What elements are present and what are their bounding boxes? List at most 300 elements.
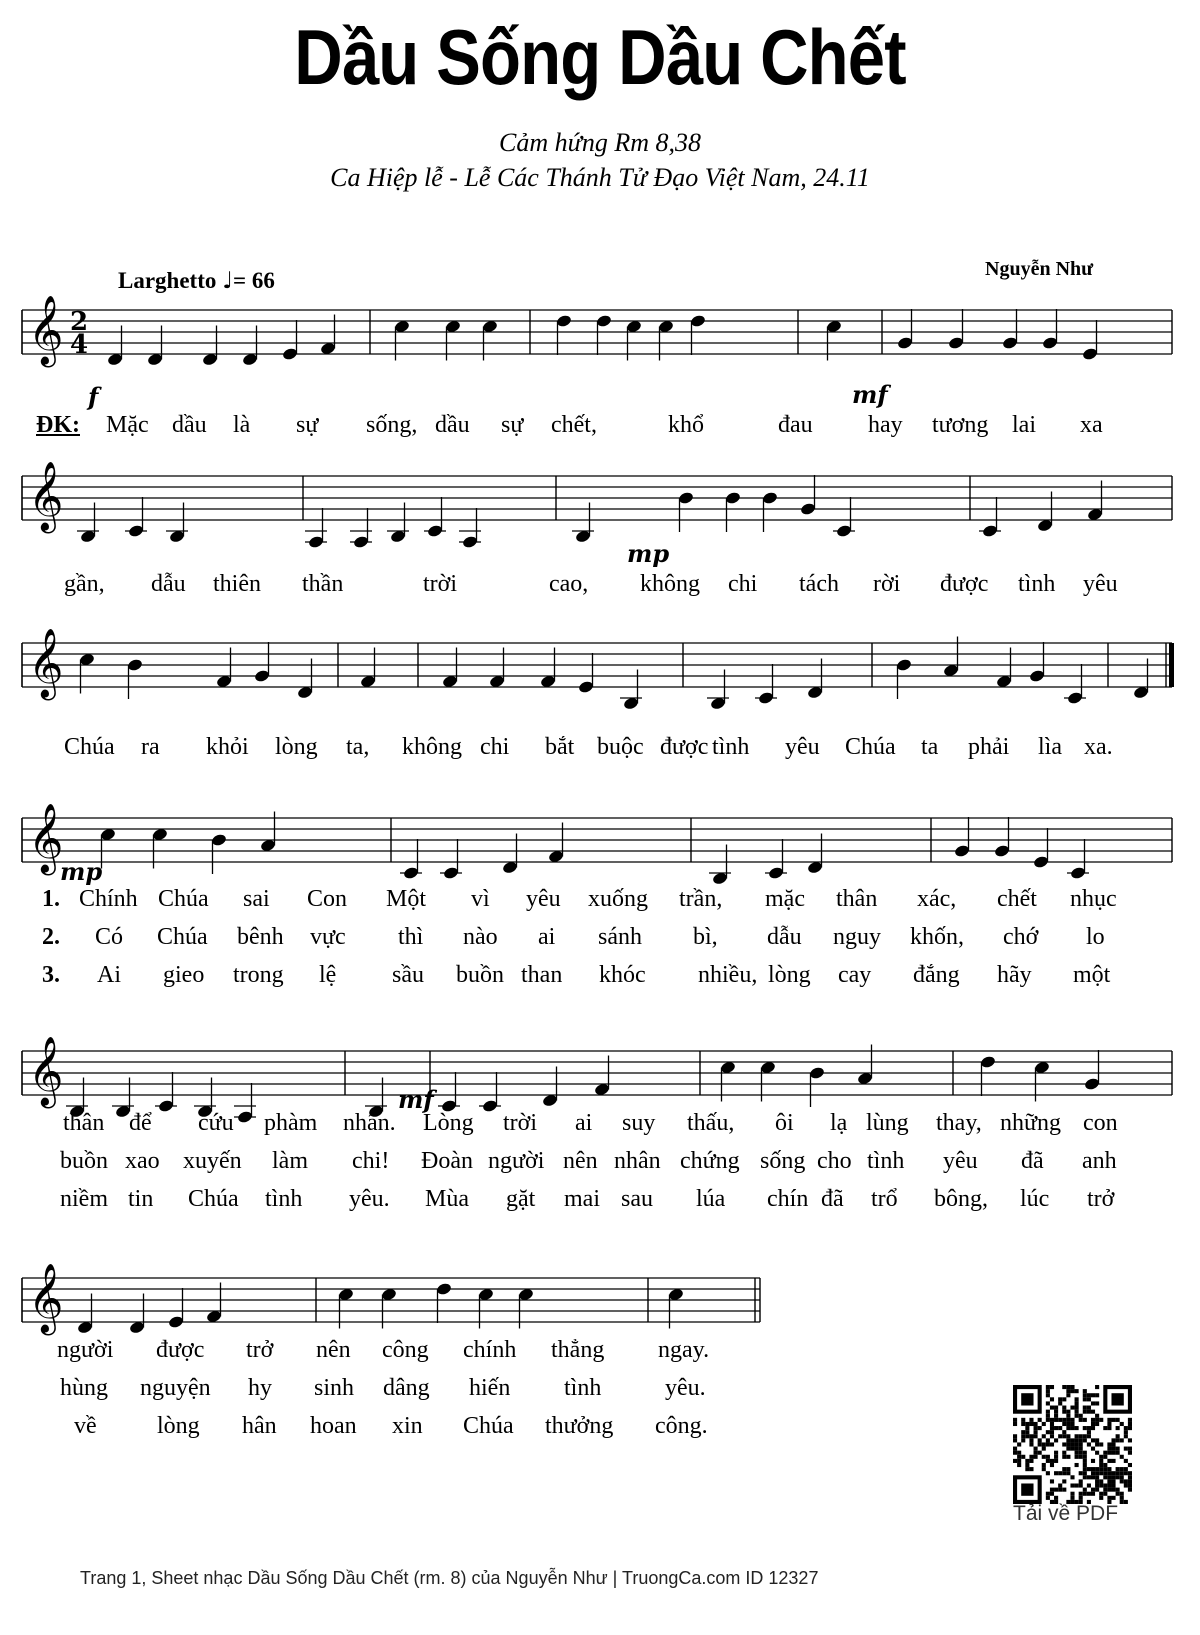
- qr-module: [1099, 1459, 1103, 1463]
- qr-module: [1091, 1410, 1095, 1414]
- qr-module: [1128, 1463, 1132, 1467]
- lyric-syllable: sinh: [314, 1375, 355, 1401]
- qr-module: [1103, 1483, 1107, 1487]
- lyric-syllable: trời: [503, 1110, 538, 1136]
- qr-module: [1017, 1463, 1021, 1467]
- qr-module: [1079, 1479, 1083, 1483]
- qr-module: [1079, 1471, 1083, 1475]
- note-head: [211, 833, 228, 847]
- lyric-syllable: lai: [1012, 412, 1036, 438]
- lyric-syllable: lìa: [1038, 734, 1062, 760]
- lyric-syllable: đã: [821, 1186, 844, 1212]
- lyric-syllable: người: [488, 1148, 545, 1174]
- qr-module: [1075, 1414, 1079, 1418]
- note-head: [1033, 855, 1050, 869]
- lyric-syllable: trần,: [679, 886, 723, 912]
- qr-module: [1066, 1389, 1070, 1393]
- qr-module: [1029, 1455, 1033, 1459]
- qr-module: [1066, 1393, 1070, 1397]
- qr-module: [1066, 1385, 1070, 1389]
- lyric-syllable: cứu: [198, 1110, 234, 1136]
- lyric-syllable: Đoàn: [421, 1148, 473, 1174]
- lyric-syllable: con: [1083, 1110, 1118, 1136]
- note-head: [1084, 1077, 1101, 1091]
- lyric-syllable: sau: [621, 1186, 653, 1212]
- qr-module: [1091, 1471, 1095, 1475]
- lyric-syllable: sầu: [392, 962, 424, 988]
- qr-module: [1054, 1455, 1058, 1459]
- qr-module: [1107, 1422, 1111, 1426]
- qr-module: [1025, 1422, 1029, 1426]
- qr-module: [1075, 1447, 1079, 1451]
- note-head: [556, 314, 573, 328]
- qr-module: [1095, 1467, 1099, 1471]
- qr-module: [1058, 1397, 1062, 1401]
- qr-module: [1017, 1459, 1021, 1463]
- qr-module: [1046, 1393, 1050, 1397]
- notes-system-1: [107, 309, 1099, 367]
- qr-module: [1099, 1479, 1103, 1483]
- qr-module: [1099, 1471, 1103, 1475]
- qr-module: [1120, 1496, 1124, 1500]
- lyric-syllable: phàm: [264, 1110, 318, 1136]
- treble-clef-icon: 𝄞: [28, 1036, 64, 1106]
- note-head: [954, 844, 971, 858]
- qr-module: [1083, 1488, 1087, 1492]
- qr-module: [1046, 1442, 1050, 1446]
- qr-module: [1107, 1451, 1111, 1455]
- qr-module: [1054, 1418, 1058, 1422]
- note-head: [896, 658, 913, 672]
- qr-module: [1021, 1438, 1025, 1442]
- lyric-syllable: yêu.: [665, 1375, 706, 1401]
- qr-module: [1046, 1471, 1050, 1475]
- qr-module: [1111, 1459, 1115, 1463]
- notes-system-2: [77, 475, 1103, 549]
- qr-module: [1034, 1434, 1038, 1438]
- dynamic-marking: mf: [398, 1085, 434, 1114]
- qr-module: [1107, 1442, 1111, 1446]
- qr-module: [1029, 1459, 1033, 1463]
- lyric-syllable: xuống: [588, 886, 648, 912]
- qr-module: [1079, 1442, 1083, 1446]
- note-head: [1029, 669, 1046, 683]
- qr-module: [1087, 1426, 1091, 1430]
- qr-module: [1111, 1418, 1115, 1422]
- lyric-syllable: trổ: [871, 1186, 898, 1212]
- qr-module: [1124, 1483, 1128, 1487]
- qr-module: [1128, 1483, 1132, 1487]
- qr-code-icon[interactable]: [1013, 1385, 1132, 1504]
- qr-module: [1103, 1451, 1107, 1455]
- qr-module: [1070, 1492, 1074, 1496]
- qr-module: [1075, 1438, 1079, 1442]
- download-pdf-link[interactable]: Tải về PDF: [1013, 1502, 1119, 1525]
- lyric-syllable: rời: [873, 571, 901, 597]
- qr-module: [1083, 1471, 1087, 1475]
- qr-module: [1066, 1418, 1070, 1422]
- qr-module: [1107, 1447, 1111, 1451]
- qr-module: [1124, 1471, 1128, 1475]
- qr-module: [1099, 1442, 1103, 1446]
- qr-module: [1062, 1418, 1066, 1422]
- qr-module: [1013, 1418, 1017, 1422]
- qr-module: [1029, 1438, 1033, 1442]
- qr-module: [1111, 1438, 1115, 1442]
- qr-module: [1058, 1483, 1062, 1487]
- qr-module: [1107, 1479, 1111, 1483]
- qr-module: [1062, 1488, 1066, 1492]
- lyric-syllable: sự: [501, 412, 524, 438]
- note-head: [1042, 336, 1059, 350]
- qr-module: [1087, 1397, 1091, 1401]
- lyric-syllable: ngay.: [658, 1337, 710, 1363]
- qr-module: [1091, 1422, 1095, 1426]
- qr-module: [1120, 1475, 1124, 1479]
- lyric-syllable: yêu: [526, 886, 561, 912]
- lyric-syllable: ôi: [775, 1110, 794, 1136]
- qr-module: [1095, 1488, 1099, 1492]
- note-head: [725, 491, 742, 505]
- qr-module: [1046, 1496, 1050, 1500]
- qr-module: [1034, 1455, 1038, 1459]
- qr-module: [1042, 1442, 1046, 1446]
- qr-module: [1025, 1430, 1029, 1434]
- qr-module: [1087, 1483, 1091, 1487]
- lyric-syllable: thì: [398, 924, 424, 950]
- qr-module: [1050, 1406, 1054, 1410]
- lyric-syllable: trở: [1087, 1186, 1115, 1212]
- qr-module: [1087, 1393, 1091, 1397]
- song-title: Dầu Sống Dầu Chết: [294, 13, 906, 101]
- qr-module: [1087, 1467, 1091, 1471]
- qr-module: [1062, 1406, 1066, 1410]
- note-head: [1002, 336, 1019, 350]
- qr-module: [1091, 1426, 1095, 1430]
- qr-module: [1120, 1455, 1124, 1459]
- qr-module: [1095, 1418, 1099, 1422]
- lyric-syllable: dầu: [435, 412, 470, 438]
- qr-module: [1095, 1414, 1099, 1418]
- qr-module: [1050, 1434, 1054, 1438]
- qr-module: [1083, 1455, 1087, 1459]
- qr-module: [1034, 1426, 1038, 1430]
- lyric-syllable: thưởng: [545, 1413, 614, 1439]
- lyric-syllable: buồn: [456, 962, 504, 988]
- lyric-syllable: được: [660, 734, 709, 760]
- qr-module: [1111, 1442, 1115, 1446]
- qr-module: [1070, 1389, 1074, 1393]
- qr-module: [1075, 1455, 1079, 1459]
- lyric-syllable: người: [57, 1337, 114, 1363]
- subtitle-occasion: Ca Hiệp lễ - Lễ Các Thánh Tử Đạo Việt Nam, 24.11: [330, 163, 870, 192]
- qr-module: [1054, 1459, 1058, 1463]
- qr-module: [1054, 1426, 1058, 1430]
- qr-module: [1120, 1467, 1124, 1471]
- qr-module: [1124, 1467, 1128, 1471]
- lyric-syllable: không: [640, 571, 700, 597]
- lyric-syllable: cay: [838, 962, 872, 988]
- lyric-syllable: Ai: [97, 962, 121, 988]
- qr-module: [1083, 1438, 1087, 1442]
- qr-module: [1050, 1385, 1054, 1389]
- qr-module: [1058, 1434, 1062, 1438]
- qr-module: [1079, 1434, 1083, 1438]
- qr-module: [1083, 1467, 1087, 1471]
- qr-module: [1062, 1434, 1066, 1438]
- qr-module: [1058, 1401, 1062, 1405]
- qr-module: [1050, 1492, 1054, 1496]
- lyric-syllable: hân: [242, 1413, 277, 1439]
- qr-module: [1029, 1422, 1033, 1426]
- qr-module: [1013, 1459, 1017, 1463]
- qr-finder-core: [1021, 1393, 1033, 1405]
- qr-module: [1058, 1471, 1062, 1475]
- qr-module: [1075, 1442, 1079, 1446]
- treble-clef-icon: 𝄞: [28, 628, 64, 698]
- lyric-syllable: hy: [248, 1375, 272, 1401]
- note-head: [578, 680, 595, 694]
- qr-module: [1038, 1451, 1042, 1455]
- lyric-syllable: tình: [1018, 571, 1056, 597]
- qr-module: [1116, 1426, 1120, 1430]
- lyric-syllable: vì: [471, 886, 490, 912]
- qr-module: [1046, 1438, 1050, 1442]
- qr-module: [1095, 1471, 1099, 1475]
- qr-module: [1087, 1406, 1091, 1410]
- lyric-syllable: nhiều,: [698, 962, 758, 988]
- lyric-syllable: chết,: [551, 412, 597, 438]
- qr-module: [1079, 1455, 1083, 1459]
- qr-module: [1046, 1459, 1050, 1463]
- qr-module: [1099, 1455, 1103, 1459]
- lyric-syllable: công.: [655, 1413, 708, 1439]
- lyric-syllable: xa.: [1084, 734, 1113, 760]
- qr-module: [1075, 1406, 1079, 1410]
- qr-module: [1038, 1418, 1042, 1422]
- qr-module: [1128, 1422, 1132, 1426]
- lyric-syllable: gieo: [163, 962, 205, 988]
- qr-module: [1111, 1475, 1115, 1479]
- qr-module: [1066, 1471, 1070, 1475]
- lyric-syllable: hoan: [310, 1413, 357, 1439]
- lyric-syllable: buồn: [60, 1148, 108, 1174]
- lyric-syllable: được: [156, 1337, 205, 1363]
- page-footer: Trang 1, Sheet nhạc Dầu Sống Dầu Chết (rm. 8) của Nguyễn Như | TruongCa.com ID 12327: [80, 1568, 819, 1588]
- qr-module: [1116, 1438, 1120, 1442]
- lyric-syllable: anh: [1082, 1148, 1117, 1174]
- lyric-syllable: lòng: [157, 1413, 200, 1439]
- qr-module: [1054, 1410, 1058, 1414]
- qr-module: [1103, 1488, 1107, 1492]
- quarter-note-icon: ♩: [222, 268, 233, 294]
- lyric-syllable: nhân: [614, 1148, 661, 1174]
- qr-module: [1054, 1496, 1058, 1500]
- lyric-syllable: ta,: [346, 734, 370, 760]
- lyric-syllable: Chúa: [157, 924, 208, 950]
- qr-module: [1062, 1430, 1066, 1434]
- qr-module: [1070, 1406, 1074, 1410]
- qr-module: [1021, 1455, 1025, 1459]
- qr-module: [1025, 1426, 1029, 1430]
- qr-module: [1066, 1414, 1070, 1418]
- qr-module: [1034, 1430, 1038, 1434]
- qr-module: [1124, 1479, 1128, 1483]
- verse-number: 1.: [42, 886, 60, 912]
- qr-module: [1058, 1426, 1062, 1430]
- lyric-syllable: tin: [128, 1186, 154, 1212]
- lyric-syllable: lòng: [275, 734, 318, 760]
- lyric-syllable: Chúa: [188, 1186, 239, 1212]
- qr-module: [1128, 1451, 1132, 1455]
- qr-module: [1087, 1492, 1091, 1496]
- qr-module: [1062, 1455, 1066, 1459]
- qr-module: [1091, 1492, 1095, 1496]
- qr-module: [1124, 1500, 1128, 1504]
- qr-module: [1058, 1488, 1062, 1492]
- qr-module: [1013, 1451, 1017, 1455]
- verse-number: 3.: [42, 962, 60, 988]
- qr-module: [1075, 1426, 1079, 1430]
- lyric-syllable: chi: [480, 734, 510, 760]
- staff-system-3: [22, 628, 1174, 700]
- qr-module: [1046, 1389, 1050, 1393]
- qr-module: [1128, 1426, 1132, 1430]
- qr-module: [1107, 1483, 1111, 1487]
- treble-clef-icon: 𝄞: [28, 295, 64, 365]
- lyric-syllable: Lòng: [423, 1110, 474, 1136]
- qr-module: [1075, 1434, 1079, 1438]
- qr-module: [1095, 1422, 1099, 1426]
- qr-module: [1116, 1488, 1120, 1492]
- qr-module: [1062, 1479, 1066, 1483]
- qr-module: [1116, 1434, 1120, 1438]
- final-barline: [1169, 643, 1174, 687]
- qr-module: [1029, 1442, 1033, 1446]
- staff-system-2: [22, 461, 1172, 533]
- lyric-syllable: được: [940, 571, 989, 597]
- qr-module: [1095, 1393, 1099, 1397]
- qr-module: [1050, 1430, 1054, 1434]
- qr-module: [1046, 1414, 1050, 1418]
- lyric-syllable: chính: [463, 1337, 517, 1363]
- qr-module: [1054, 1438, 1058, 1442]
- qr-module: [1103, 1492, 1107, 1496]
- lyric-syllable: những: [1000, 1110, 1062, 1136]
- subtitle-inspiration: Cảm hứng Rm 8,38: [499, 128, 701, 157]
- lyric-syllable: yêu: [785, 734, 820, 760]
- qr-module: [1066, 1467, 1070, 1471]
- qr-module: [1046, 1401, 1050, 1405]
- qr-module: [1070, 1496, 1074, 1500]
- lyric-syllable: thần: [302, 571, 344, 597]
- qr-module: [1103, 1467, 1107, 1471]
- qr-module: [1111, 1451, 1115, 1455]
- lyric-syllable: hay: [868, 412, 903, 438]
- qr-module: [1116, 1475, 1120, 1479]
- lyric-syllable: làm: [272, 1148, 308, 1174]
- treble-clef-icon: 𝄞: [28, 803, 64, 873]
- qr-module: [1070, 1418, 1074, 1422]
- qr-module: [1042, 1467, 1046, 1471]
- qr-module: [1091, 1393, 1095, 1397]
- lyric-syllable: lúa: [696, 1186, 726, 1212]
- qr-module: [1091, 1459, 1095, 1463]
- qr-module: [1058, 1418, 1062, 1422]
- lyric-syllable: chết: [997, 886, 1037, 912]
- qr-module: [1111, 1479, 1115, 1483]
- lyric-syllable: về: [74, 1413, 97, 1439]
- lyric-syllable: ta: [921, 734, 939, 760]
- treble-clef-icon: 𝄞: [28, 1263, 64, 1333]
- qr-module: [1128, 1471, 1132, 1475]
- qr-module: [1128, 1438, 1132, 1442]
- lyric-syllable: nhục: [1070, 886, 1117, 912]
- qr-module: [1029, 1418, 1033, 1422]
- lyric-syllable: yêu.: [349, 1186, 390, 1212]
- qr-module: [1095, 1451, 1099, 1455]
- qr-module: [1103, 1475, 1107, 1479]
- note-head: [690, 314, 707, 328]
- qr-module: [1087, 1434, 1091, 1438]
- staff-system-4: [22, 803, 1172, 875]
- qr-module: [1083, 1459, 1087, 1463]
- lyric-syllable: bông,: [934, 1186, 988, 1212]
- lyric-syllable: nên: [563, 1148, 598, 1174]
- qr-module: [1116, 1467, 1120, 1471]
- qr-module: [1099, 1467, 1103, 1471]
- qr-module: [1083, 1463, 1087, 1467]
- lyric-syllable: lo: [1086, 924, 1105, 950]
- note-head: [596, 314, 613, 328]
- verse-number: 2.: [42, 924, 60, 950]
- qr-module: [1034, 1447, 1038, 1451]
- qr-module: [1066, 1422, 1070, 1426]
- lyric-syllable: Mặc: [106, 412, 149, 438]
- qr-module: [1070, 1475, 1074, 1479]
- qr-module: [1116, 1418, 1120, 1422]
- lyric-syllable: bênh: [237, 924, 284, 950]
- lyric-syllable: chứng: [680, 1148, 740, 1174]
- lyric-syllable: thay,: [936, 1110, 982, 1136]
- qr-module: [1107, 1488, 1111, 1492]
- lyric-syllable: phải: [968, 734, 1010, 760]
- qr-module: [1083, 1393, 1087, 1397]
- qr-module: [1066, 1455, 1070, 1459]
- qr-module: [1029, 1467, 1033, 1471]
- lyric-syllable: Có: [95, 924, 124, 950]
- qr-module: [1116, 1447, 1120, 1451]
- lyric-syllable: chín: [767, 1186, 809, 1212]
- note-head: [897, 336, 914, 350]
- qr-module: [1111, 1496, 1115, 1500]
- lyric-syllable: trở: [246, 1337, 274, 1363]
- qr-module: [1111, 1447, 1115, 1451]
- lyric-syllable: Chúa: [64, 734, 115, 760]
- qr-module: [1042, 1463, 1046, 1467]
- lyric-syllable: tình: [564, 1375, 602, 1401]
- qr-module: [1091, 1467, 1095, 1471]
- lyric-syllable: xuyến: [183, 1148, 242, 1174]
- lyric-syllable: Một: [386, 886, 427, 912]
- qr-module: [1087, 1475, 1091, 1479]
- qr-module: [1021, 1418, 1025, 1422]
- qr-module: [1111, 1483, 1115, 1487]
- qr-module: [1107, 1459, 1111, 1463]
- qr-module: [1025, 1467, 1029, 1471]
- note-head: [809, 1066, 826, 1080]
- lyric-syllable: nên: [316, 1337, 351, 1363]
